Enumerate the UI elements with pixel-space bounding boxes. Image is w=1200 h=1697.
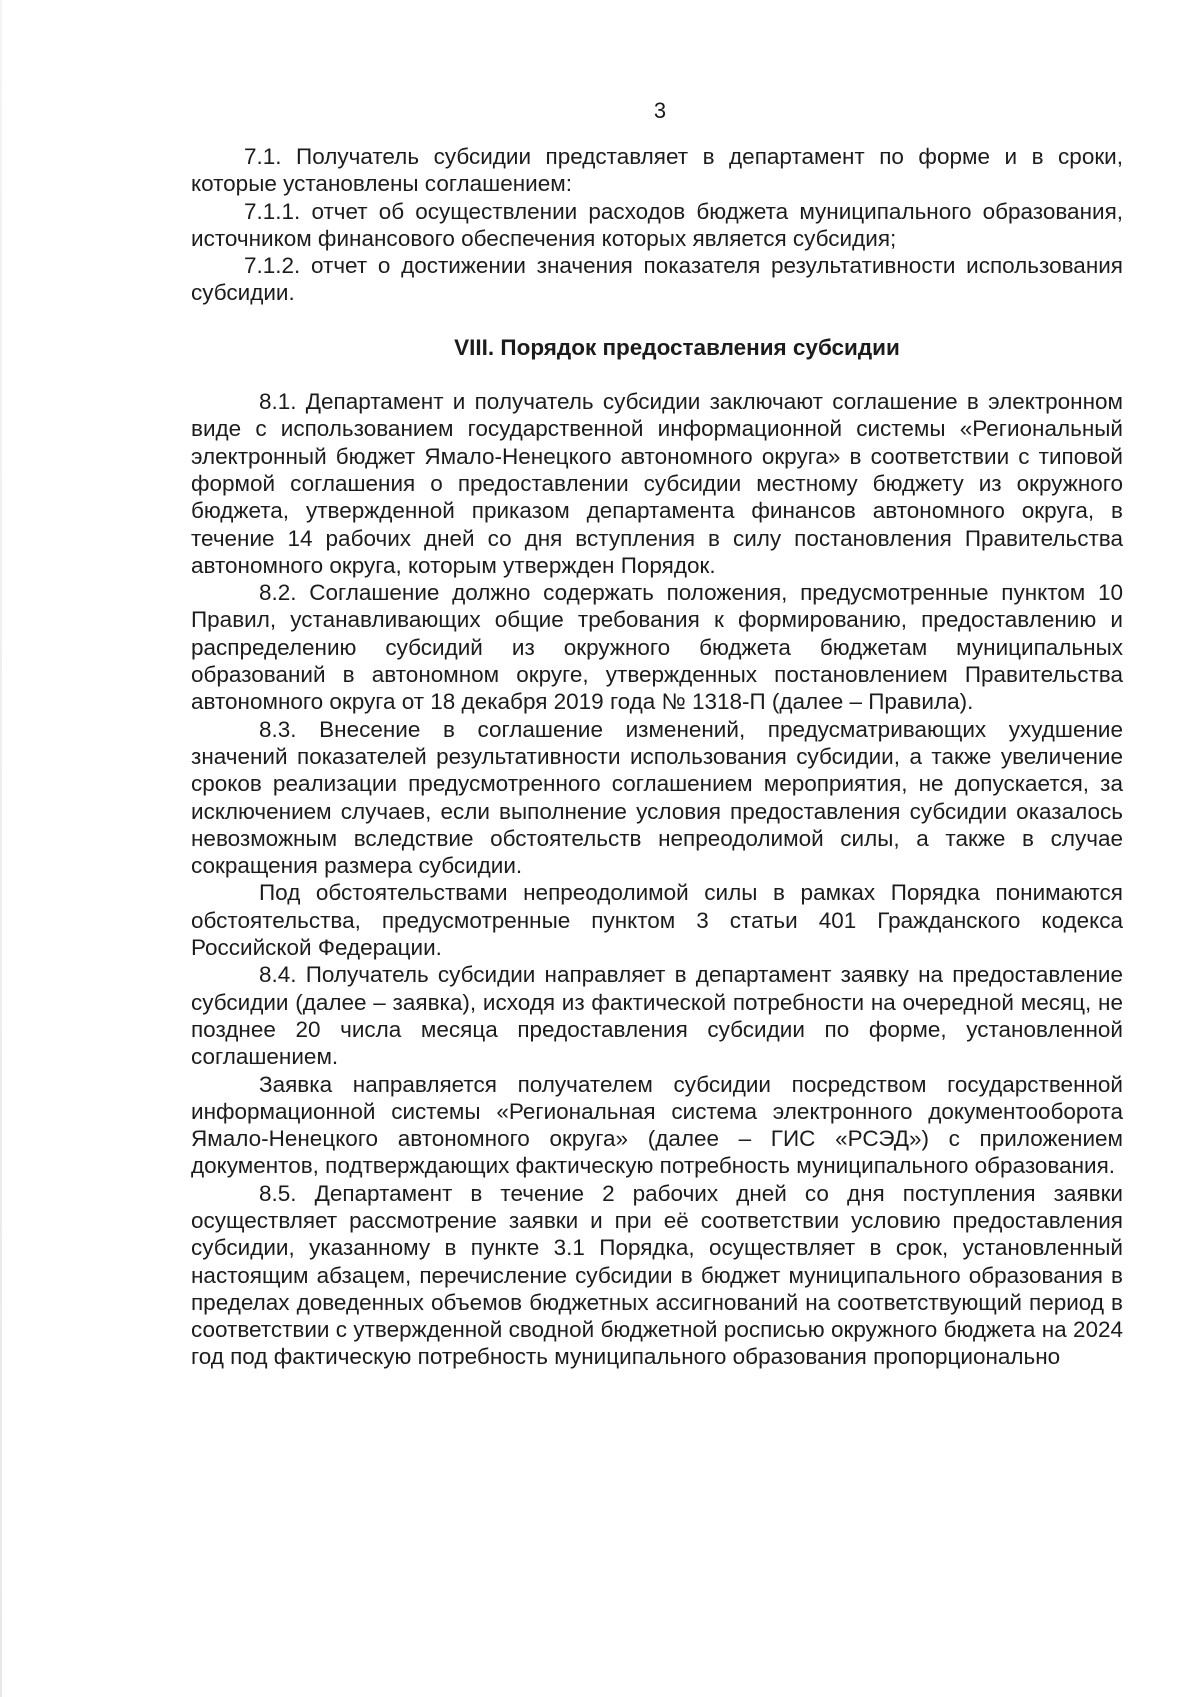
paragraph-8-4: 8.4. Получатель субсидии направляет в департамент заявку на предоставление субсидии (далее – заявка), исходя из фактической потребности на очередной месяц, не позднее 20 числа месяца предоставления субсидии по форме, установленной соглашением. — [191, 962, 1123, 1070]
paragraph-8-3: 8.3. Внесение в соглашение изменений, предусматривающих ухудшение значений показателей результативности использования субсидии, а также увеличение сроков реализации предусмотренного соглашением мероприятия, не допускается, за исключением случаев, если выполнение условия предоставления субсидии оказалось невозможным вследствие обстоятельств непреодолимой силы, а также в случае сокращения размера субсидии. — [191, 716, 1123, 879]
paragraph-8-3-force-majeure: Под обстоятельствами непреодолимой силы в рамках Порядка понимаются обстоятельства, предусмотренные пунктом 3 статьи 401 Гражданского кодекса Российской Федерации. — [191, 880, 1123, 961]
paragraph-8-2: 8.2. Соглашение должно содержать положения, предусмотренные пунктом 10 Правил, устанавливающих общие требования к формированию, предоставлению и распределению субсидий из окружного бюджета бюджетам муниципальных образований в автономном округе, утвержденных постановлением Правительства автономного округа от 18 декабря 2019 года № 1318-П (далее – Правила). — [191, 580, 1123, 715]
page-number: 3 — [653, 98, 667, 123]
paragraph-7-1-1: 7.1.1. отчет об осуществлении расходов бюджета муниципального образования, источником финансового обеспечения которых является субсидия; — [191, 198, 1123, 251]
document-body — [191, 143, 1123, 1371]
paragraph-8-4-application: Заявка направляется получателем субсидии посредством государственной информационной системы «Региональная система электронного документооборота Ямало-Ненецкого автономного округа» (далее – ГИС «РСЭД») с приложением документов, подтверждающих фактическую потребность муниципального образования. — [191, 1071, 1123, 1179]
section-heading-8: VIII. Порядок предоставления субсидии — [454, 334, 900, 360]
paragraph-7-1: 7.1. Получатель субсидии представляет в департамент по форме и в сроки, которые установлены соглашением: — [191, 144, 1123, 197]
paragraph-8-5: 8.5. Департамент в течение 2 рабочих дней со дня поступления заявки осуществляет рассмотрение заявки и при её соответствии условию предоставления субсидии, указанному в пункте 3.1 Порядка, осуществляет в срок, установленный настоящим абзацем, перечисление субсидии в бюджет муниципального образования в пределах доведенных объемов бюджетных ассигнований на соответствующий период в соответствии с утвержденной сводной бюджетной росписью окружного бюджета на 2024 год под фактическую потребность муниципального образования пропорционально — [191, 1180, 1123, 1370]
paragraph-7-1-2: 7.1.2. отчет о достижении значения показателя результативности использования субсидии. — [191, 253, 1123, 306]
scan-edge — [0, 0, 2, 1697]
paragraph-8-1: 8.1. Департамент и получатель субсидии заключают соглашение в электронном виде с использованием государственной информационной системы «Региональный электронный бюджет Ямало-Ненецкого автономного округа» в соответствии с типовой формой соглашения о предоставлении субсидии местному бюджету из окружного бюджета, утвержденной приказом департамента финансов автономного округа, в течение 14 рабочих дней со дня вступления в силу постановления Правительства автономного округа, которым утвержден Порядок. — [191, 389, 1123, 578]
